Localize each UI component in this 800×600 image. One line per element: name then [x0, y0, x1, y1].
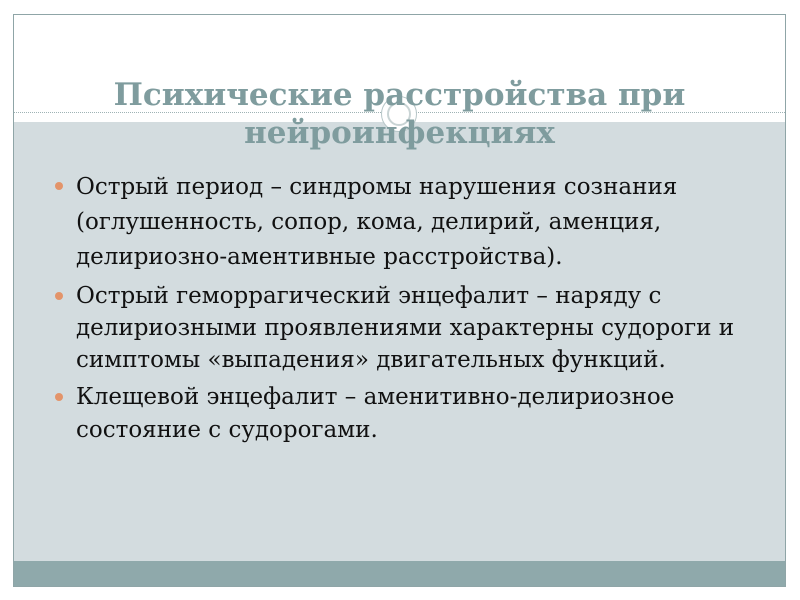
- bullet-item-acute-period: [49, 170, 769, 275]
- bullet-dot-icon: [55, 182, 63, 190]
- bullet-text: Клещевой энцефалит – аменитивно-делириозное состояние с судорогами.: [76, 384, 675, 443]
- bullet-dot-icon: [55, 393, 63, 401]
- bullet-item-hemorrhagic-encephalitis: [49, 280, 769, 376]
- slide-frame: [13, 14, 786, 587]
- bullet-text: Острый геморрагический энцефалит – наряду с делириозными проявлениями характерны судороги и симптомы «выпадения» двигательных функций.: [76, 283, 735, 373]
- bullet-text: Острый период – синдромы нарушения сознания (оглушенность, сопор, кома, делирий, аменция, делириозно-аментивные расстройства).: [76, 174, 678, 270]
- bullet-list: [49, 170, 769, 452]
- bullet-dot-icon: [55, 292, 63, 300]
- bullet-item-tick-borne-encephalitis: [49, 381, 769, 447]
- slide-title: Психические расстройства при нейроинфекциях: [113, 77, 686, 151]
- footer-band: [14, 561, 785, 587]
